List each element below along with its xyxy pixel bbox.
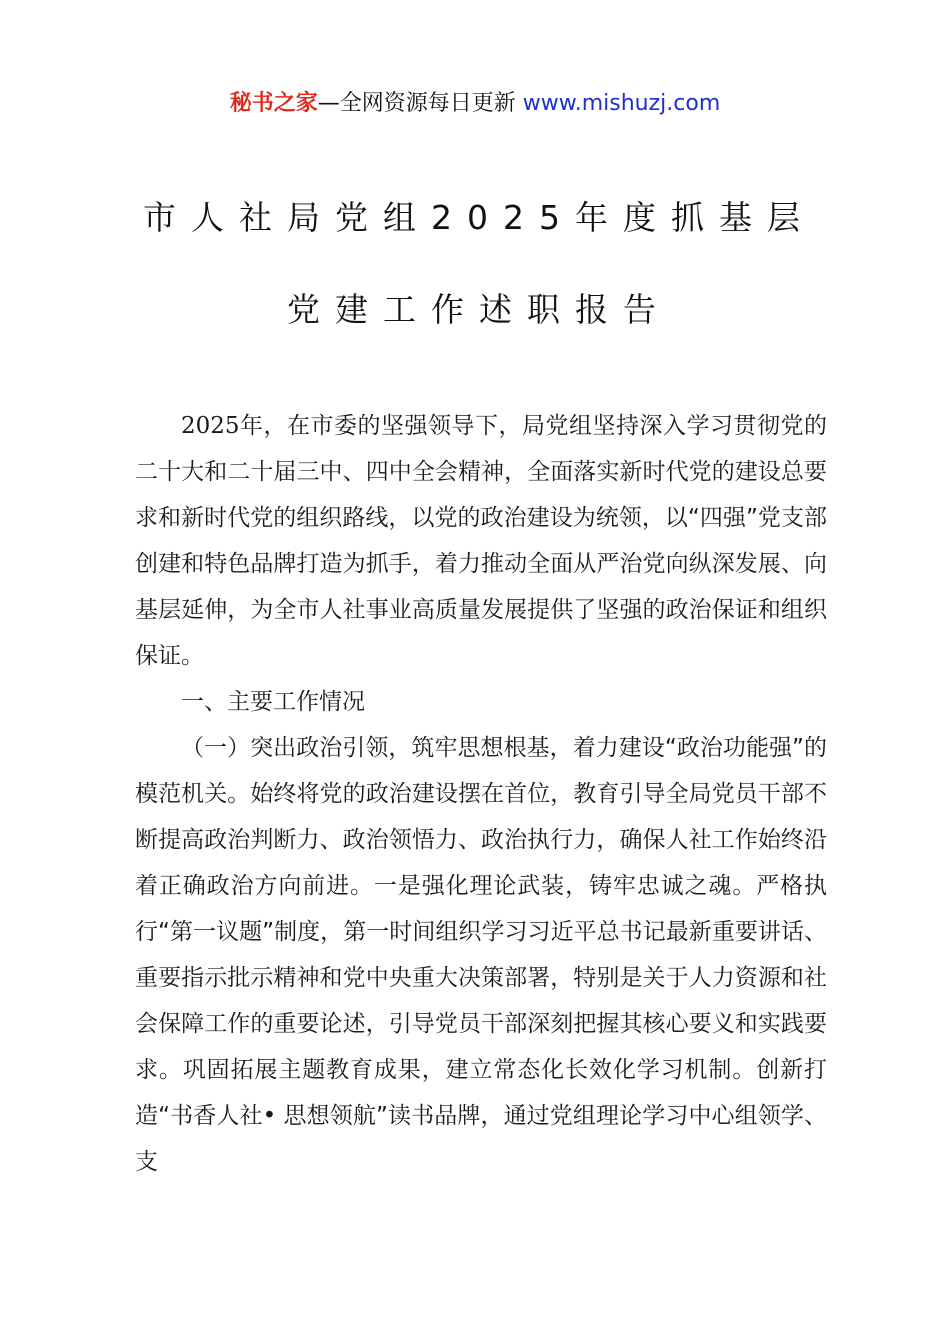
header-tagline: —全网资源每日更新: [317, 91, 516, 116]
brand-name: 秘书之家: [229, 91, 318, 116]
intro-year: 2025: [181, 413, 240, 439]
section-paragraph: （一）突出政治引领，筑牢思想根基，着力建设“政治功能强”的模范机关。始终将党的政治建设摆在首位，教育引导全局党员干部不断提高政治判断力、政治领悟力、政治执行力，确保人社工作始终沿着正确政治方向前进。一是强化理论武装，铸牢忠诚之魂。严格执行“第一议题”制度，第一时间组织学习习近平总书记最新重要讲话、重要指示批示精神和党中央重大决策部署，特别是关于人力资源和社会保障工作的重要论述，引导党员干部深刻把握其核心要义和实践要求。巩固拓展主题教育成果，建立常态化长效化学习机制。创新打造“书香人社• 思想领航”读书品牌，通过党组理论学习中心组领学、支: [135, 735, 827, 1175]
document-title-line-1: 市人社局党组2025年度抓基层: [143, 198, 815, 237]
intro-paragraph: [135, 403, 827, 679]
section-heading: 一、主要工作情况: [181, 689, 365, 715]
document-body: [135, 403, 827, 1185]
document-title-line-2: 党建工作述职报告: [287, 290, 671, 329]
site-url-link[interactable]: www.mishuzj.com: [522, 91, 721, 116]
intro-text: 年，在市委的坚强领导下，局党组坚持深入学习贯彻党的二十大和二十届三中、四中全会精神，全面落实新时代党的建设总要求和新时代党的组织路线，以党的政治建设为统领，以“四强”党支部创建和特色品牌打造为抓手，着力推动全面从严治党向纵深发展、向基层延伸，为全市人社事业高质量发展提供了坚强的政治保证和组织保证。: [135, 413, 827, 669]
site-header: [0, 88, 950, 120]
